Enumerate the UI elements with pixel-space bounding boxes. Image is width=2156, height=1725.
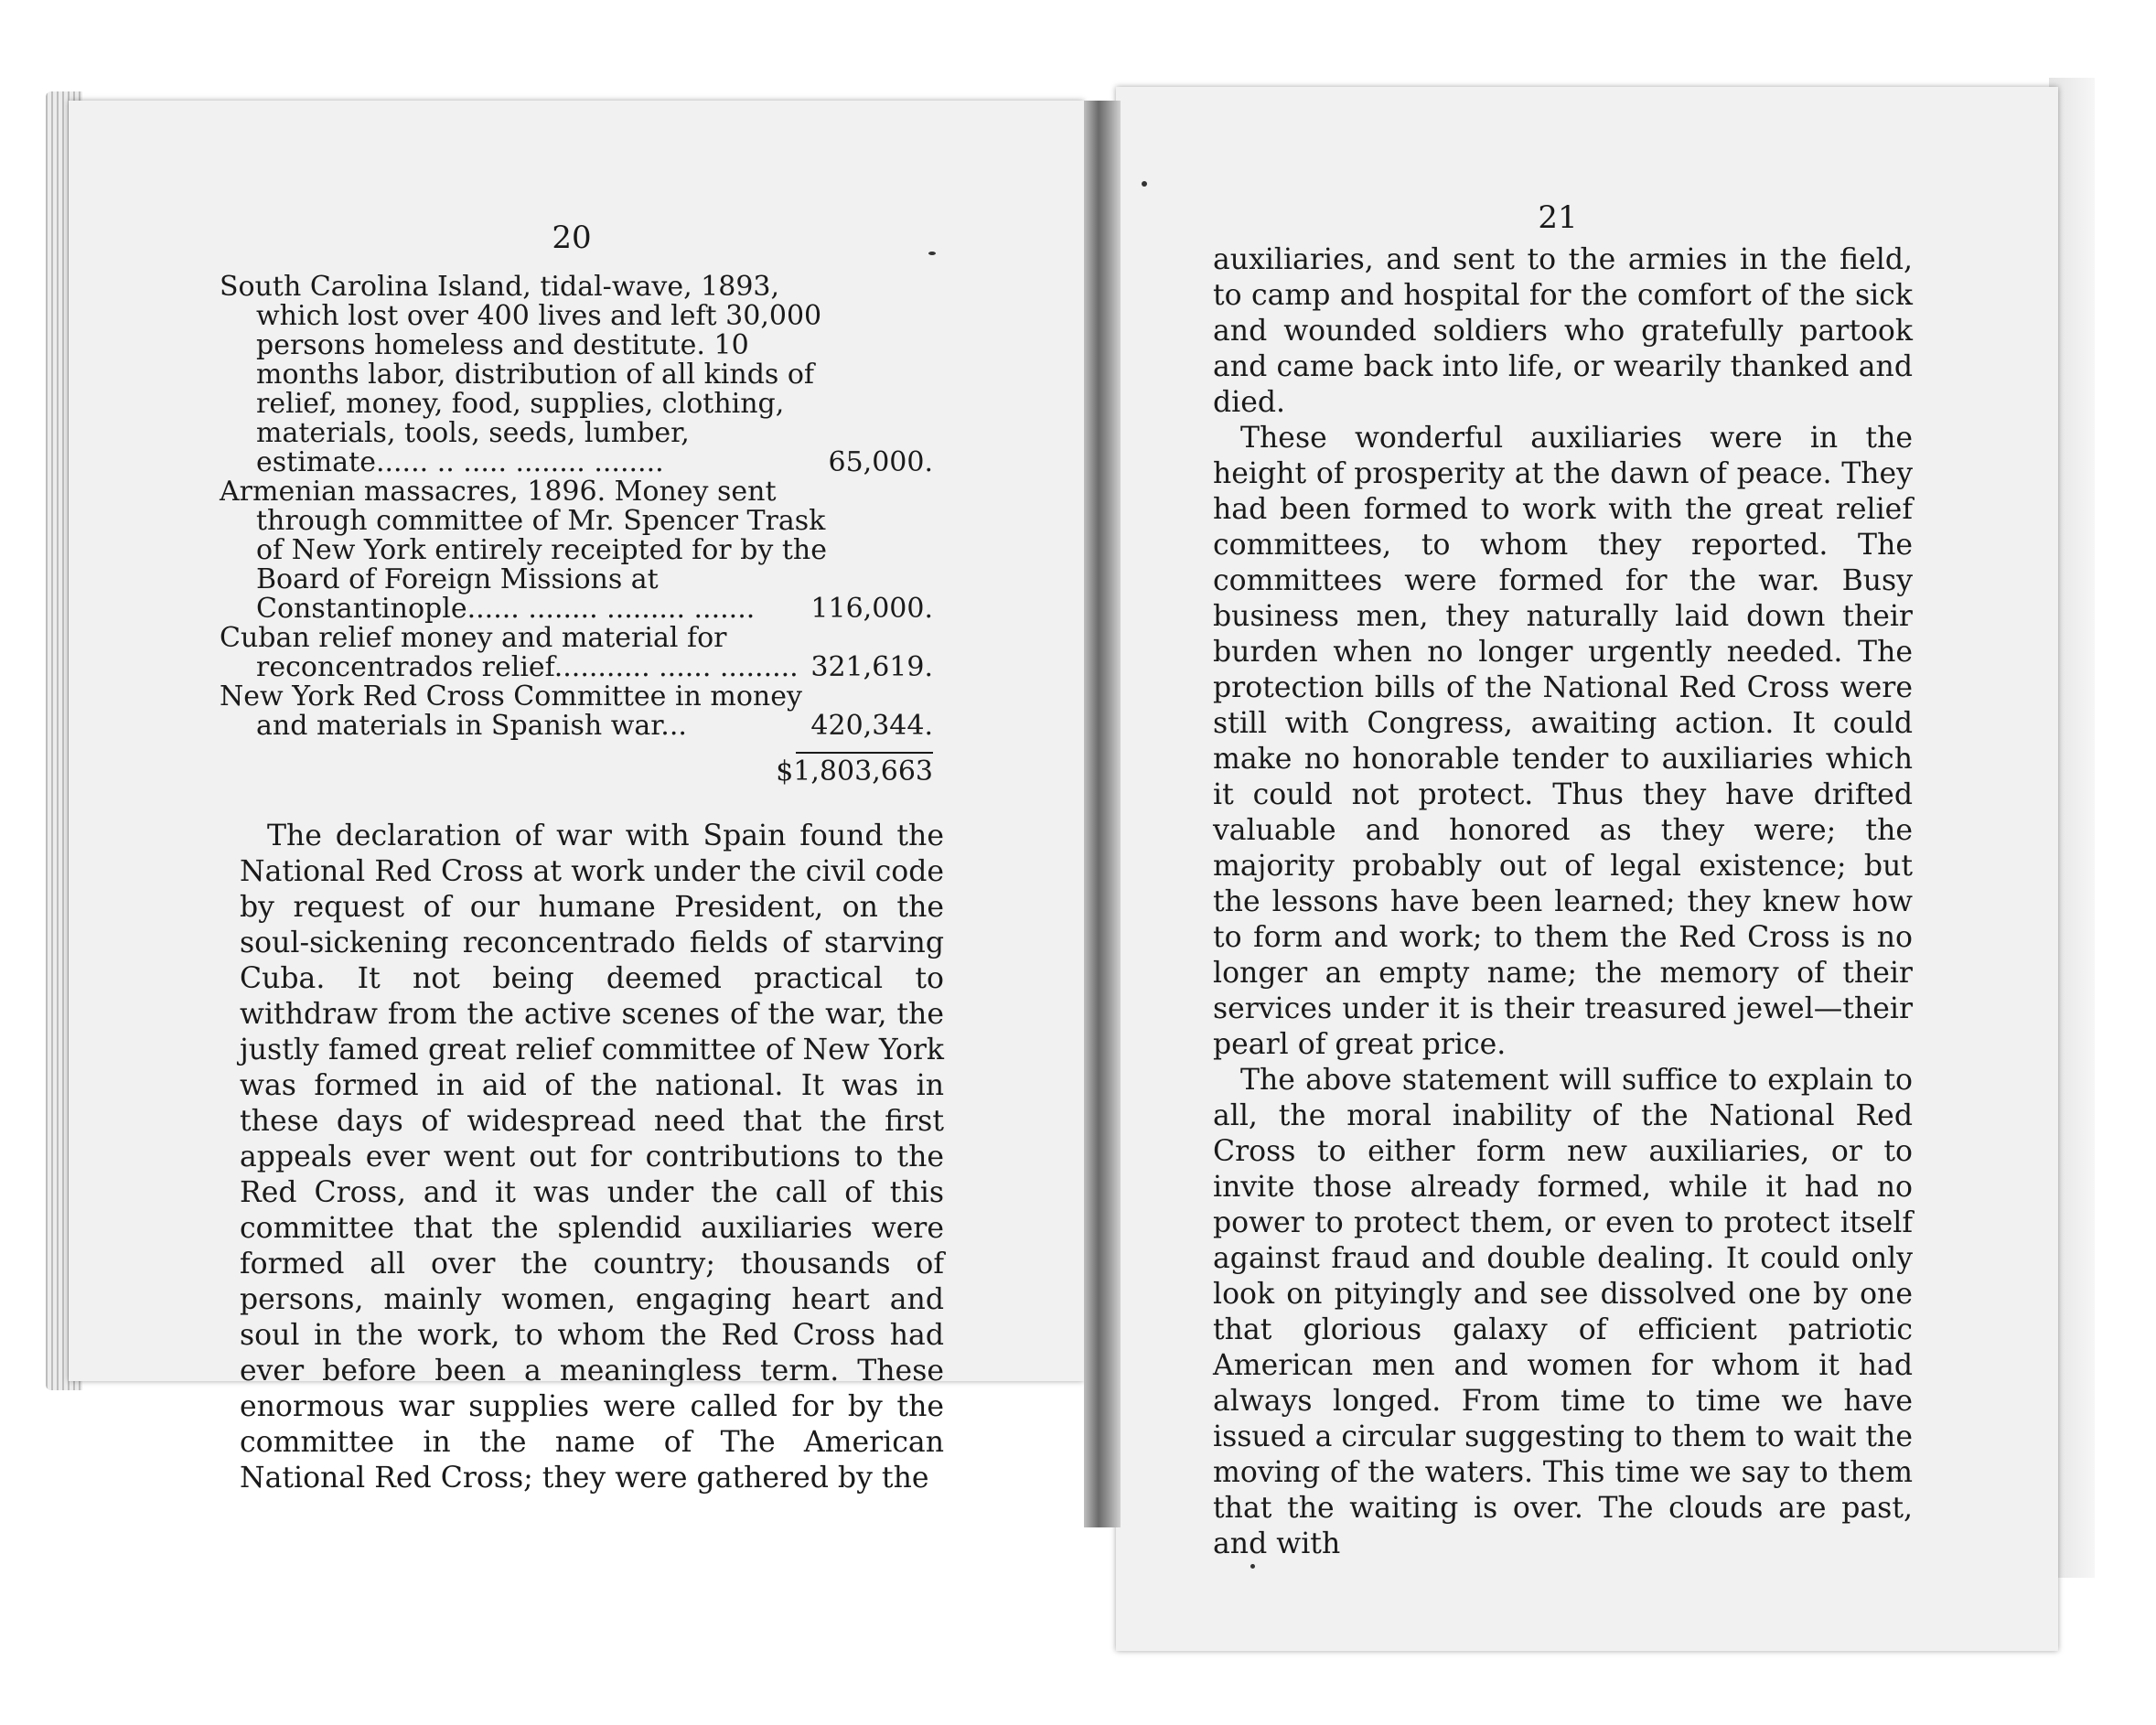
ledger-description: New York Red Cross Committee in money and materials in Spanish war... bbox=[220, 680, 802, 742]
paragraph: The above statement will suffice to explain to all, the moral inability of the National Red Cross to either form new auxiliaries, or to invite those already formed, while it had no power to protect them, or even to protect itself against fraud and double dealing. It could only look on pityingly and see dissolved one by one that glorious galaxy of efficient patriotic American men and women for whom it had always longed. From time to time we have issued a circular suggesting to them to wait the moving of the waters. This time we say to them that the waiting is over. The clouds are past, and with bbox=[1213, 1064, 1913, 1560]
ledger-description: Cuban relief money and material for reconcentrados relief........... ...... ......... bbox=[220, 622, 799, 683]
ledger-total: $1,803,663 bbox=[776, 755, 933, 788]
ledger-entry bbox=[220, 477, 933, 624]
paragraph: These wonderful auxiliaries were in the height of prosperity at the dawn of peace. They had been formed to work with the great relief committees, to whom they reported. The committees were formed for the war. Busy business men, they naturally laid down their burden when no longer urgently needed. The protection bills of the National Red Cross were still with Congress, awaiting action. It could make no honorable tender to auxiliaries which it could not protect. Thus they have drifted valuable and honored as they were; the majority probably out of legal existence; but the lessons have been learned; they knew how to form and work; to them the Red Cross is no longer an empty name; the memory of their services under it is their treasured jewel—their pearl of great price. bbox=[1213, 422, 1913, 1061]
ledger-amount: 116,000. bbox=[810, 593, 933, 625]
total-rule bbox=[796, 752, 933, 754]
specks bbox=[1250, 1564, 1255, 1569]
paragraph: The declaration of war with Spain found the National Red Cross at work under the civil code by request of our humane President, on the soul-sickening reconcentrado fields of starving Cuba. It not being deemed practical to withdraw from the active scenes of the war, the justly famed great relief committee of New York was formed in aid of the national. It was in these days of widespread need that the first appeals ever went out for contributions to the Red Cross, and it was under the call of this committee that the splendid auxiliaries were formed all over the country; thousands of persons, mainly women, engaging heart and soul in the work, to whom the Red Cross had ever before been a meaningless term. These enormous war supplies were called for by the committee in the name of The American National Red Cross; they were gathered by the bbox=[240, 820, 944, 1495]
ledger-description: South Carolina Island, tidal-wave, 1893, which lost over 400 lives and left 30,000 persons homeless and destitute. 10 months labor, distribution of all kinds of relief, money, food, supplies, clothing, materials, tools, seeds, lumber, estimate...... .. ..... ........ ........ bbox=[220, 271, 822, 478]
ledger-entry bbox=[220, 273, 933, 477]
left-page-body bbox=[240, 819, 944, 1496]
specks bbox=[928, 252, 936, 255]
specks bbox=[1142, 181, 1147, 187]
ledger-amount: 321,619. bbox=[810, 651, 933, 683]
ledger-entry bbox=[220, 624, 933, 682]
ledger-entry bbox=[220, 682, 933, 741]
paragraph: auxiliaries, and sent to the armies in the field, to camp and hospital for the comfort of the sick and wounded soldiers who gratefully partook and came back into life, or wearily thanked and died. bbox=[1213, 243, 1913, 419]
ledger-amount: 65,000. bbox=[828, 446, 933, 478]
book-gutter bbox=[1084, 101, 1121, 1527]
ledger-description: Armenian massacres, 1896. Money sent through committee of Mr. Spencer Trask of New York entirely receipted for by the Board of Foreign Missions at Constantinople...... ........ ......... ....... bbox=[220, 476, 827, 625]
ledger-amount: 420,344. bbox=[810, 710, 933, 742]
right-page-body bbox=[1213, 242, 1913, 1562]
right-page-number: 21 bbox=[1538, 199, 1578, 236]
relief-ledger bbox=[220, 273, 933, 787]
left-page-number: 20 bbox=[552, 220, 592, 256]
